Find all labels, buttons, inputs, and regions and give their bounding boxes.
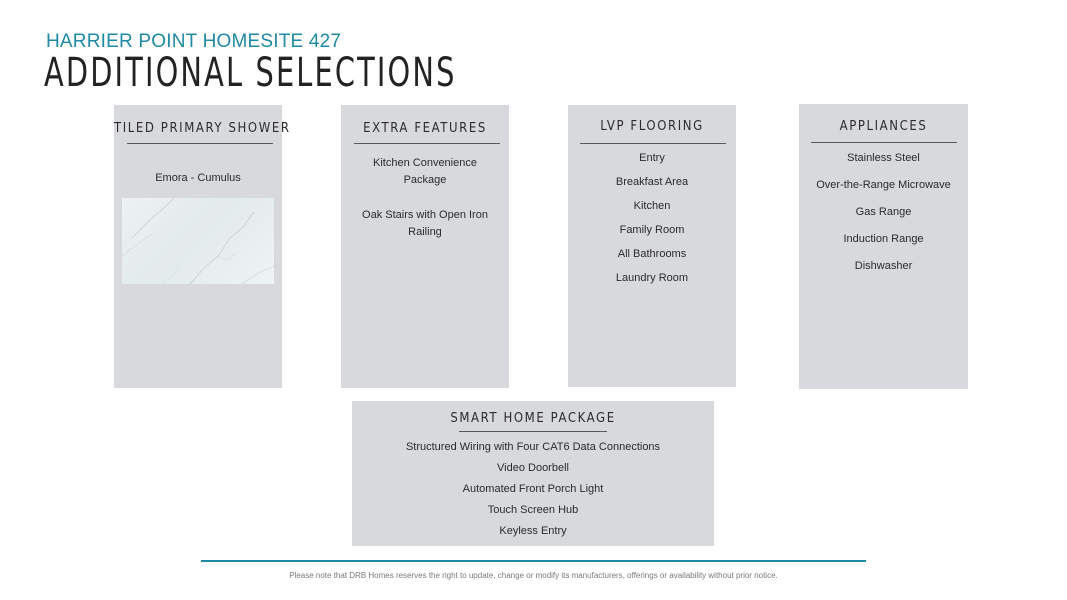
footer-divider: [201, 560, 866, 562]
list-item: Automated Front Porch Light: [462, 483, 604, 495]
card-heading: LVP FLOORING: [600, 119, 704, 134]
tile-swatch-image: [122, 198, 274, 284]
list-item: Breakfast Area: [615, 176, 689, 188]
page-title: ADDITIONAL SELECTIONS: [44, 50, 457, 96]
list-item: Video Doorbell: [497, 462, 569, 474]
heading-divider: [459, 431, 607, 432]
list-item: Touch Screen Hub: [487, 504, 579, 516]
list-item: Kitchen Convenience: [373, 157, 477, 169]
card-heading: APPLIANCES: [839, 119, 928, 134]
list-item: Over-the-Range Microwave: [816, 179, 951, 191]
list-item: Oak Stairs with Open Iron: [362, 209, 488, 221]
card-extra-features: [341, 105, 509, 388]
card-heading: TILED PRIMARY SHOWER: [114, 121, 291, 136]
card-heading: SMART HOME PACKAGE: [450, 411, 616, 426]
disclaimer-text: Please note that DRB Homes reserves the right to update, change or modify its manufacturers, offerings or availability without prior notice.: [289, 571, 778, 580]
heading-divider: [580, 143, 726, 144]
card-lvp-flooring: [568, 105, 736, 387]
community-homesite-label: HARRIER POINT HOMESITE 427: [46, 31, 342, 52]
list-item: Keyless Entry: [499, 525, 567, 537]
heading-divider: [127, 143, 273, 144]
list-item: Family Room: [619, 224, 685, 236]
list-item: Gas Range: [855, 206, 912, 218]
card-tiled-primary-shower: [114, 105, 291, 388]
list-item: All Bathrooms: [617, 248, 687, 260]
marble-veins: [122, 198, 274, 284]
list-item: Induction Range: [843, 233, 924, 245]
card-heading: EXTRA FEATURES: [363, 121, 487, 136]
list-item: Dishwasher: [854, 260, 913, 272]
list-item: Railing: [408, 226, 442, 238]
list-item: Package: [403, 174, 447, 186]
heading-divider: [354, 143, 500, 144]
card-smart-home-package: [352, 401, 714, 546]
list-item: Laundry Room: [615, 272, 689, 284]
list-item: Entry: [639, 152, 665, 164]
list-item: Emora - Cumulus: [155, 172, 241, 184]
heading-divider: [811, 142, 957, 143]
list-item: Structured Wiring with Four CAT6 Data Connections: [405, 441, 661, 453]
list-item: Kitchen: [633, 200, 671, 212]
card-appliances: [799, 104, 968, 389]
list-item: Stainless Steel: [847, 152, 920, 164]
